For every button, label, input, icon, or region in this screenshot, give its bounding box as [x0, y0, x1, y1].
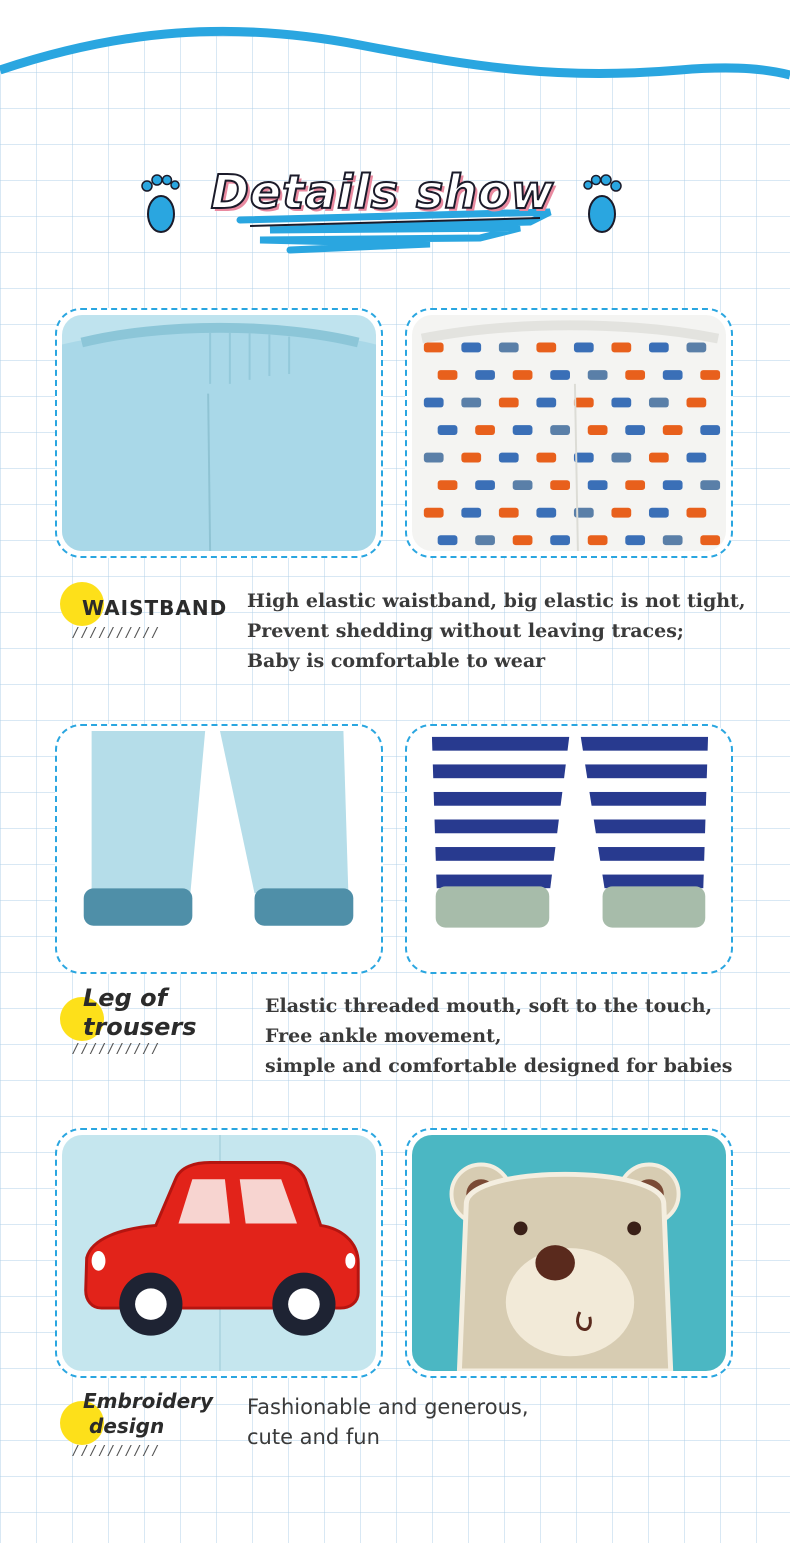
section-label-embroidery	[83, 1389, 213, 1439]
description-line: Free ankle movement,	[265, 1025, 502, 1047]
pattern-car	[513, 370, 533, 380]
pattern-car	[625, 425, 645, 435]
pattern-car	[687, 343, 707, 353]
description-line: Baby is comfortable to wear	[247, 650, 546, 672]
pattern-car	[513, 535, 533, 545]
pattern-car	[574, 343, 594, 353]
pattern-car	[550, 535, 570, 545]
label-divider: //////////	[72, 626, 161, 641]
pattern-car	[499, 508, 519, 518]
pattern-car	[550, 480, 570, 490]
pattern-car	[513, 480, 533, 490]
section-description	[265, 991, 732, 1081]
pattern-car	[536, 453, 556, 463]
description-line: cute and fun	[247, 1425, 380, 1449]
pattern-car	[475, 370, 495, 380]
pattern-car	[513, 425, 533, 435]
pattern-car	[550, 370, 570, 380]
pattern-car	[475, 535, 495, 545]
pattern-car	[700, 425, 720, 435]
section-description	[247, 586, 745, 676]
pattern-car	[424, 398, 444, 408]
pattern-car	[687, 398, 707, 408]
section-label-waistband	[82, 596, 227, 620]
leg-photo-striped	[405, 724, 733, 974]
page-title: Details show	[210, 165, 555, 219]
pattern-car	[536, 343, 556, 353]
pattern-car	[438, 425, 458, 435]
waistband-photo-printed	[405, 308, 733, 558]
pattern-car	[424, 453, 444, 463]
pattern-car	[499, 343, 519, 353]
pattern-car	[700, 535, 720, 545]
pattern-car	[499, 453, 519, 463]
pattern-car	[611, 508, 631, 518]
blue-pants-waistband-image	[62, 315, 376, 551]
embroidery-photo-bear	[405, 1128, 733, 1378]
label-divider: //////////	[72, 1444, 161, 1459]
pattern-car	[649, 343, 669, 353]
description-line: Prevent shedding without leaving traces;	[247, 620, 684, 642]
pattern-car	[588, 370, 608, 380]
pattern-car	[625, 480, 645, 490]
pattern-car	[461, 508, 481, 518]
pattern-car	[663, 535, 683, 545]
pattern-car	[536, 508, 556, 518]
top-wave	[0, 0, 790, 100]
section-label-leg	[83, 984, 197, 1042]
label-line: design	[89, 1414, 165, 1438]
pattern-car	[461, 343, 481, 353]
footprint-icon	[135, 170, 185, 235]
striped-pants-leg-image	[412, 731, 726, 967]
pattern-car	[649, 508, 669, 518]
pattern-car	[588, 425, 608, 435]
pattern-car	[424, 343, 444, 353]
pattern-car	[461, 453, 481, 463]
waistband-photo-plain	[55, 308, 383, 558]
pattern-car	[700, 480, 720, 490]
blue-pants-leg-image	[62, 731, 376, 967]
pattern-car	[611, 453, 631, 463]
pattern-car	[687, 508, 707, 518]
description-line: simple and comfortable designed for babies	[265, 1055, 733, 1077]
pattern-car	[649, 398, 669, 408]
car-embroidery-image	[62, 1135, 376, 1371]
footprint-icon	[578, 170, 628, 235]
pattern-car	[550, 425, 570, 435]
pattern-car	[611, 343, 631, 353]
description-line: High elastic waistband, big elastic is not tight,	[247, 590, 746, 612]
label-line: trousers	[83, 1013, 197, 1041]
pattern-car	[438, 480, 458, 490]
bear-embroidery-image	[412, 1135, 726, 1371]
pattern-car	[663, 480, 683, 490]
pattern-car	[687, 453, 707, 463]
description-line: Elastic threaded mouth, soft to the touch,	[265, 995, 713, 1017]
pattern-car	[649, 453, 669, 463]
pattern-car	[611, 398, 631, 408]
pattern-car	[588, 535, 608, 545]
label-divider: //////////	[72, 1042, 161, 1057]
label-line: Embroidery	[83, 1389, 214, 1413]
pattern-car	[475, 480, 495, 490]
pattern-car	[461, 398, 481, 408]
embroidery-photo-car	[55, 1128, 383, 1378]
leg-photo-plain	[55, 724, 383, 974]
pattern-car	[536, 398, 556, 408]
label-line: WAISTBAND	[82, 596, 228, 620]
pattern-car	[424, 508, 444, 518]
description-line: Fashionable and generous,	[247, 1395, 529, 1419]
pattern-car	[663, 425, 683, 435]
pattern-car	[625, 535, 645, 545]
pattern-car	[574, 398, 594, 408]
pattern-car	[625, 370, 645, 380]
pattern-car	[700, 370, 720, 380]
pattern-car	[438, 535, 458, 545]
section-description	[247, 1392, 529, 1452]
car-print-pants-waistband-image	[412, 315, 726, 551]
pattern-car	[588, 480, 608, 490]
pattern-car	[438, 370, 458, 380]
label-line: Leg of	[83, 984, 168, 1012]
pattern-car	[475, 425, 495, 435]
pattern-car	[663, 370, 683, 380]
pattern-car	[499, 398, 519, 408]
